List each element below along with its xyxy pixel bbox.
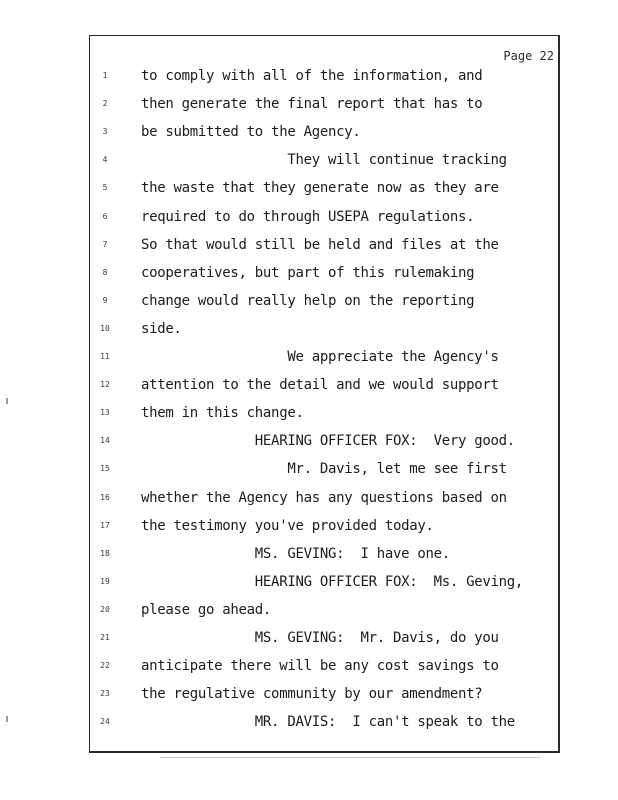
line-number: 22: [100, 661, 110, 671]
transcript-line: to comply with all of the information, and: [141, 68, 483, 84]
line-number: 11: [100, 352, 110, 361]
line-number: 5: [102, 183, 108, 193]
transcript-line: side.: [141, 320, 182, 337]
transcript-line: whether the Agency has any questions based on: [141, 489, 507, 506]
line-number: 17: [100, 520, 110, 530]
transcript-line: change would really help on the reporting: [141, 292, 475, 309]
line-number: 8: [102, 267, 108, 277]
line-number: 23: [100, 689, 110, 699]
transcript-line: be submitted to the Agency.: [141, 124, 361, 141]
scan-artifact: [160, 757, 540, 758]
line-number: 3: [102, 127, 108, 137]
transcript-line: MS. GEVING: I have one.: [141, 545, 450, 562]
line-number: 15: [100, 464, 110, 474]
transcript-line: They will continue tracking: [141, 152, 507, 169]
line-number: 19: [100, 576, 110, 586]
transcript-line: anticipate there will be any cost savings to: [141, 658, 499, 675]
line-number: 13: [100, 408, 110, 418]
line-number: 16: [100, 492, 110, 502]
transcript-line: then generate the final report that has to: [141, 96, 483, 113]
transcript-line: the waste that they generate now as they are: [141, 180, 499, 197]
line-number: 7: [102, 239, 108, 249]
transcript-line: please go ahead.: [141, 601, 272, 618]
line-number: 12: [100, 380, 110, 390]
scan-artifact: [6, 716, 8, 722]
line-number: 18: [100, 548, 110, 558]
line-number: 21: [100, 633, 110, 642]
line-number: 9: [102, 295, 108, 305]
line-number: 14: [100, 436, 110, 446]
transcript-line: Mr. Davis, let me see first: [141, 461, 507, 478]
transcript-line: required to do through USEPA regulations.: [141, 208, 475, 225]
scan-artifact: [6, 398, 8, 404]
line-number: 10: [100, 323, 110, 333]
page-number: Page 22: [503, 49, 554, 63]
transcript-line: MS. GEVING: Mr. Davis, do you: [141, 630, 499, 646]
line-number: 2: [102, 99, 108, 109]
transcript-line: them in this change.: [141, 405, 304, 422]
line-number: 20: [100, 604, 110, 614]
transcript-line: We appreciate the Agency's: [141, 349, 499, 365]
line-number: 4: [102, 155, 108, 165]
line-number: 24: [100, 717, 110, 727]
transcript-line: the regulative community by our amendment?: [141, 686, 483, 703]
transcript-line: attention to the detail and we would support: [141, 377, 499, 394]
transcript-line: cooperatives, but part of this rulemaking: [141, 264, 475, 281]
transcript-line: So that would still be held and files at the: [141, 236, 499, 253]
transcript-line: MR. DAVIS: I can't speak to the: [141, 714, 515, 731]
transcript-line: HEARING OFFICER FOX: Very good.: [141, 433, 515, 450]
line-number: 1: [102, 71, 108, 80]
transcript-line: HEARING OFFICER FOX: Ms. Geving,: [141, 573, 524, 590]
transcript-line: the testimony you've provided today.: [141, 517, 434, 534]
line-number: 6: [102, 211, 108, 221]
